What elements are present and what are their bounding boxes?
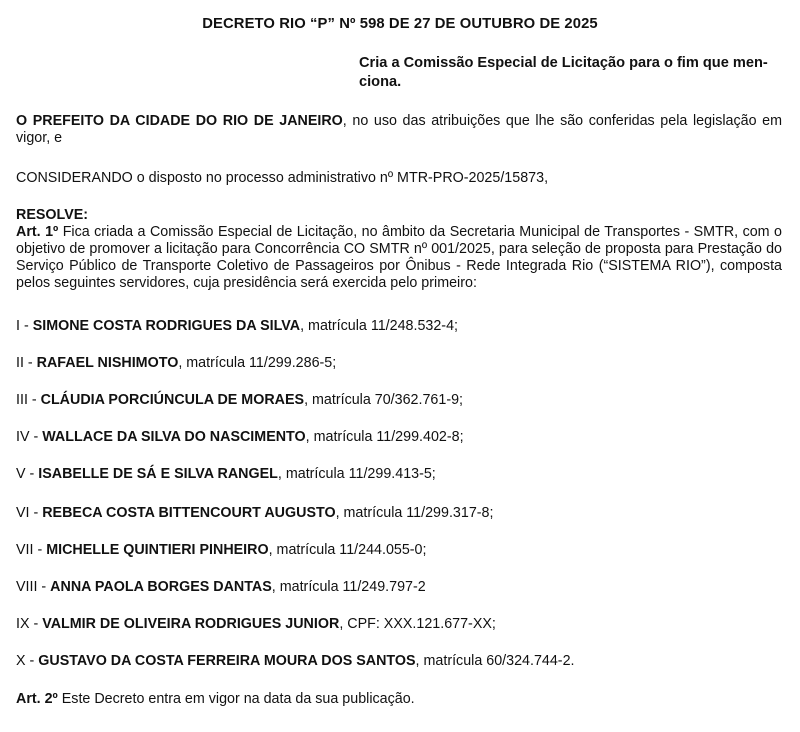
decree-summary — [359, 54, 779, 92]
member-name: SIMONE COSTA RODRIGUES DA SILVA — [32, 318, 301, 334]
member-item — [16, 653, 782, 670]
member-numeral: II - — [16, 355, 37, 371]
member-item — [16, 616, 782, 633]
resolve-block — [16, 207, 782, 292]
member-item — [16, 542, 782, 559]
member-item — [16, 355, 782, 372]
member-item — [16, 392, 782, 409]
member-item — [16, 579, 782, 596]
member-numeral: I - — [16, 318, 33, 334]
considerando-paragraph: CONSIDERANDO o disposto no processo administrativo nº MTR-PRO-2025/15873, — [16, 170, 549, 186]
member-numeral: VII - — [16, 542, 47, 558]
member-id: , matrícula 11/299.402-8; — [305, 429, 464, 445]
member-id: , matrícula 11/249.797-2 — [271, 579, 426, 595]
member-name: REBECA COSTA BITTENCOURT AUGUSTO — [42, 505, 336, 521]
member-item — [16, 429, 782, 446]
article-2 — [16, 691, 782, 708]
member-item — [16, 505, 782, 522]
resolve-heading: RESOLVE: — [16, 207, 89, 223]
member-id: , matrícula 11/299.413-5; — [277, 466, 436, 482]
member-numeral: V - — [16, 466, 39, 482]
member-id: , matrícula 60/324.744-2. — [415, 653, 575, 669]
member-id: , matrícula 11/299.317-8; — [335, 505, 494, 521]
member-numeral: VIII - — [16, 579, 51, 595]
decree-summary-line-2: ciona. — [359, 74, 402, 90]
member-name: GUSTAVO DA COSTA FERREIRA MOURA DOS SANTOS — [38, 653, 416, 669]
member-numeral: IV - — [16, 429, 43, 445]
article-2-text: Este Decreto entra em vigor na data da sua publicação. — [57, 691, 415, 707]
article-2-label: Art. 2º — [16, 691, 58, 707]
preamble-paragraph — [16, 113, 782, 147]
member-numeral: III - — [16, 392, 41, 408]
article-1 — [16, 224, 782, 292]
decree-summary-line-1: Cria a Comissão Especial de Licitação para o fim que men- — [359, 55, 768, 71]
member-numeral: VI - — [16, 505, 43, 521]
member-name: CLÁUDIA PORCIÚNCULA DE MORAES — [40, 392, 305, 408]
member-item — [16, 318, 782, 335]
member-numeral: IX - — [16, 616, 43, 632]
member-name: MICHELLE QUINTIERI PINHEIRO — [46, 542, 269, 558]
decree-title: DECRETO RIO “P” Nº 598 DE 27 DE OUTUBRO DE 2025 — [202, 16, 598, 32]
member-name: WALLACE DA SILVA DO NASCIMENTO — [42, 429, 306, 445]
article-1-label: Art. 1º — [16, 224, 59, 240]
member-name: ANNA PAOLA BORGES DANTAS — [50, 579, 272, 595]
member-id: , matrícula 70/362.761-9; — [304, 392, 464, 408]
member-name: RAFAEL NISHIMOTO — [36, 355, 179, 371]
member-id: , matrícula 11/244.055-0; — [268, 542, 427, 558]
member-numeral: X - — [16, 653, 39, 669]
member-name: VALMIR DE OLIVEIRA RODRIGUES JUNIOR — [42, 616, 340, 632]
member-id: , matrícula 11/299.286-5; — [178, 355, 337, 371]
article-1-text: Fica criada a Comissão Especial de Licitação, no âmbito da Secretaria Municipal de Transportes - SMTR, com o objetivo de promover a licitação para Concorrência CO SMTR nº 001/2025, para seleção de proposta para Prestação do Serviço Público de Transporte Coletivo de Passageiros por Ônibus - Rede Integrada Rio (“SISTEMA RIO”), composta pelos seguintes servidores, cuja presidência será exercida pelo primeiro: — [16, 224, 782, 291]
member-name: ISABELLE DE SÁ E SILVA RANGEL — [38, 466, 278, 482]
preamble-authority: O PREFEITO DA CIDADE DO RIO DE JANEIRO — [16, 113, 343, 129]
preamble-text: , no uso das atribuições que lhe são conferidas pela legislação em vigor, e — [16, 113, 782, 146]
member-id: , CPF: XXX.121.677-XX; — [339, 616, 496, 632]
member-item — [16, 466, 782, 483]
member-id: , matrícula 11/248.532-4; — [300, 318, 458, 334]
